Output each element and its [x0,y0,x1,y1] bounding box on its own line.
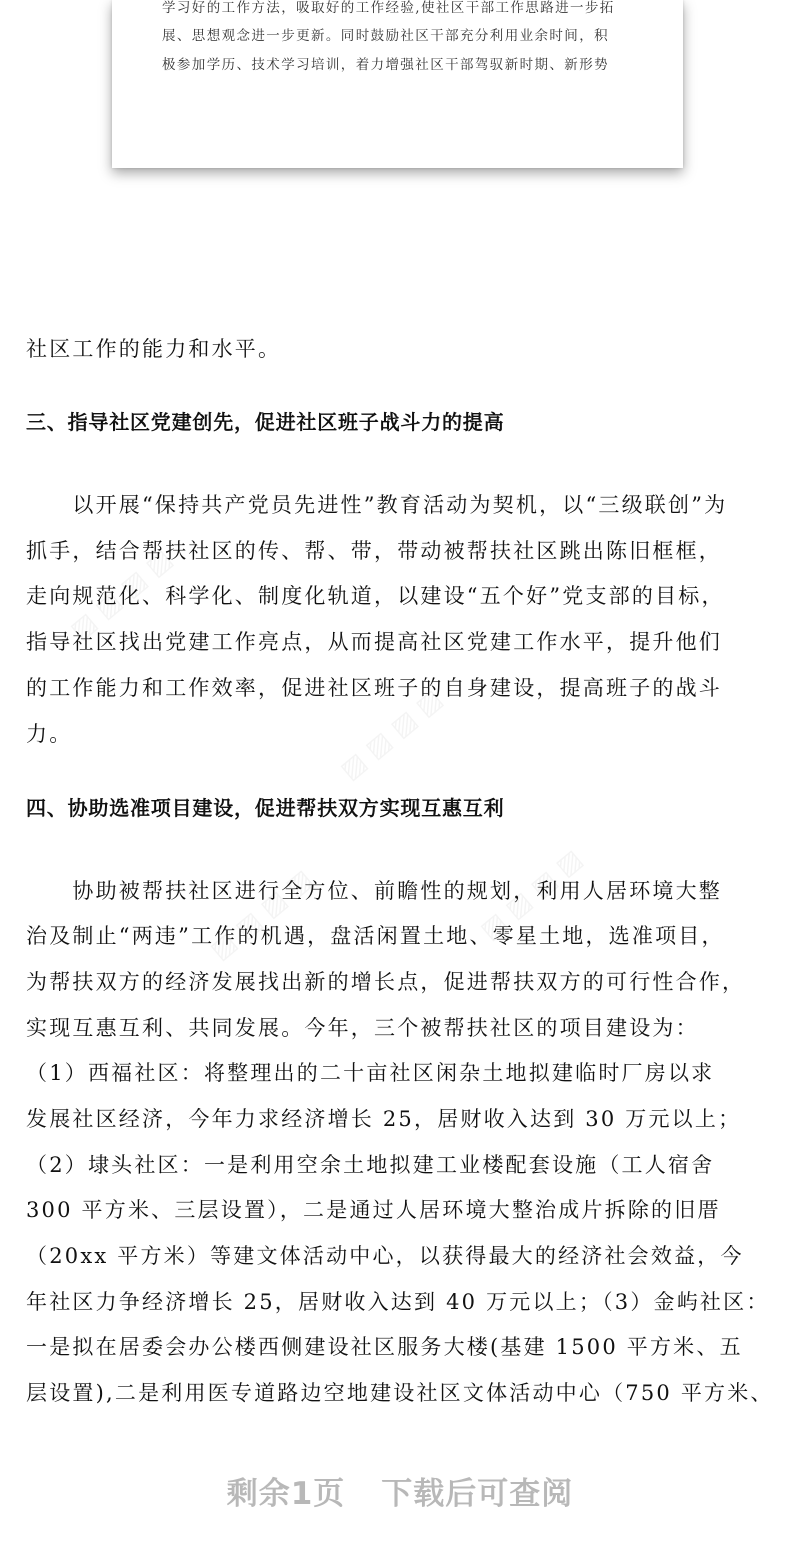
body-line: （1）西福社区：将整理出的二十亩社区闲杂土地拟建临时厂房以求 [26,1061,715,1085]
body-line: （20xx 平方米）等建文体活动中心，以获得最大的经济社会效益，今 [26,1244,744,1268]
body-line: 治及制止“两违”工作的机遇，盘活闲置土地、零星土地，选准项目， [26,924,725,948]
body-line: 的工作能力和工作效率，促进社区班子的自身建设，提高班子的战斗 [26,676,722,700]
download-prompt[interactable] [0,1468,800,1513]
body-line: 抓手，结合帮扶社区的传、帮、带，带动被帮扶社区跳出陈旧框框， [26,539,722,563]
continuation-text: 社区工作的能力和水平。 [26,337,282,361]
body-line: 年社区力争经济增长 25，居财收入达到 40 万元以上；（3）金屿社区： [26,1290,770,1314]
preview-line: 展、思想观念进一步更新。同时鼓励社区干部充分利用业余时间，积 [162,28,609,44]
body-line: （2）埭头社区：一是利用空余土地拟建工业楼配套设施（工人宿舍 [26,1153,715,1177]
body-line: 发展社区经济，今年力求经济增长 25，居财收入达到 30 万元以上； [26,1107,742,1131]
body-line: 指导社区找出党建工作亮点，从而提高社区党建工作水平，提升他们 [26,630,722,654]
watermark-icon: ▨ ▨ ▨ ▨ [474,843,589,947]
watermark-icon: ▨ ▨ ▨ ▨ [64,543,179,647]
body-line: 走向规范化、科学化、制度化轨道，以建设“五个好”党支部的目标， [26,584,725,608]
body-line: 一是拟在居委会办公楼西侧建设社区服务大楼(基建 1500 平方米、五 [26,1335,743,1359]
section-heading-4: 四、协助选准项目建设，促进帮扶双方实现互惠互利 [26,796,505,820]
document-preview-card [112,0,683,168]
body-line: 300 平方米、三层设置），二是通过人居环境大整治成片拆除的旧厝 [26,1198,721,1222]
body-line: 以开展“保持共产党员先进性”教育活动为契机，以“三级联创”为 [26,493,728,517]
remaining-pages-label: 剩余1页 [226,1476,346,1512]
body-line: 实现互惠互利、共同发展。今年，三个被帮扶社区的项目建设为： [26,1016,699,1040]
watermark-icon: ▨ ▨ ▨ ▨ [204,863,319,967]
watermark-icon: ▨ ▨ ▨ ▨ [334,683,449,787]
body-line: 力。 [26,722,73,746]
body-line: 为帮扶双方的经济发展找出新的增长点，促进帮扶双方的可行性合作， [26,970,746,994]
body-line: 层设置),二是利用医专道路边空地建设社区文体活动中心（750 平方米、 [26,1381,774,1405]
download-to-view-label: 下载后可查阅 [381,1476,574,1512]
section-heading-3: 三、指导社区党建创先，促进社区班子战斗力的提高 [26,410,505,434]
preview-line: 学习好的工作方法，吸取好的工作经验,使社区干部工作思路进一步拓 [162,0,615,16]
body-line: 协助被帮扶社区进行全方位、前瞻性的规划，利用人居环境大整 [26,879,722,903]
preview-line: 极参加学历、技术学习培训，着力增强社区干部驾驭新时期、新形势 [162,57,609,73]
